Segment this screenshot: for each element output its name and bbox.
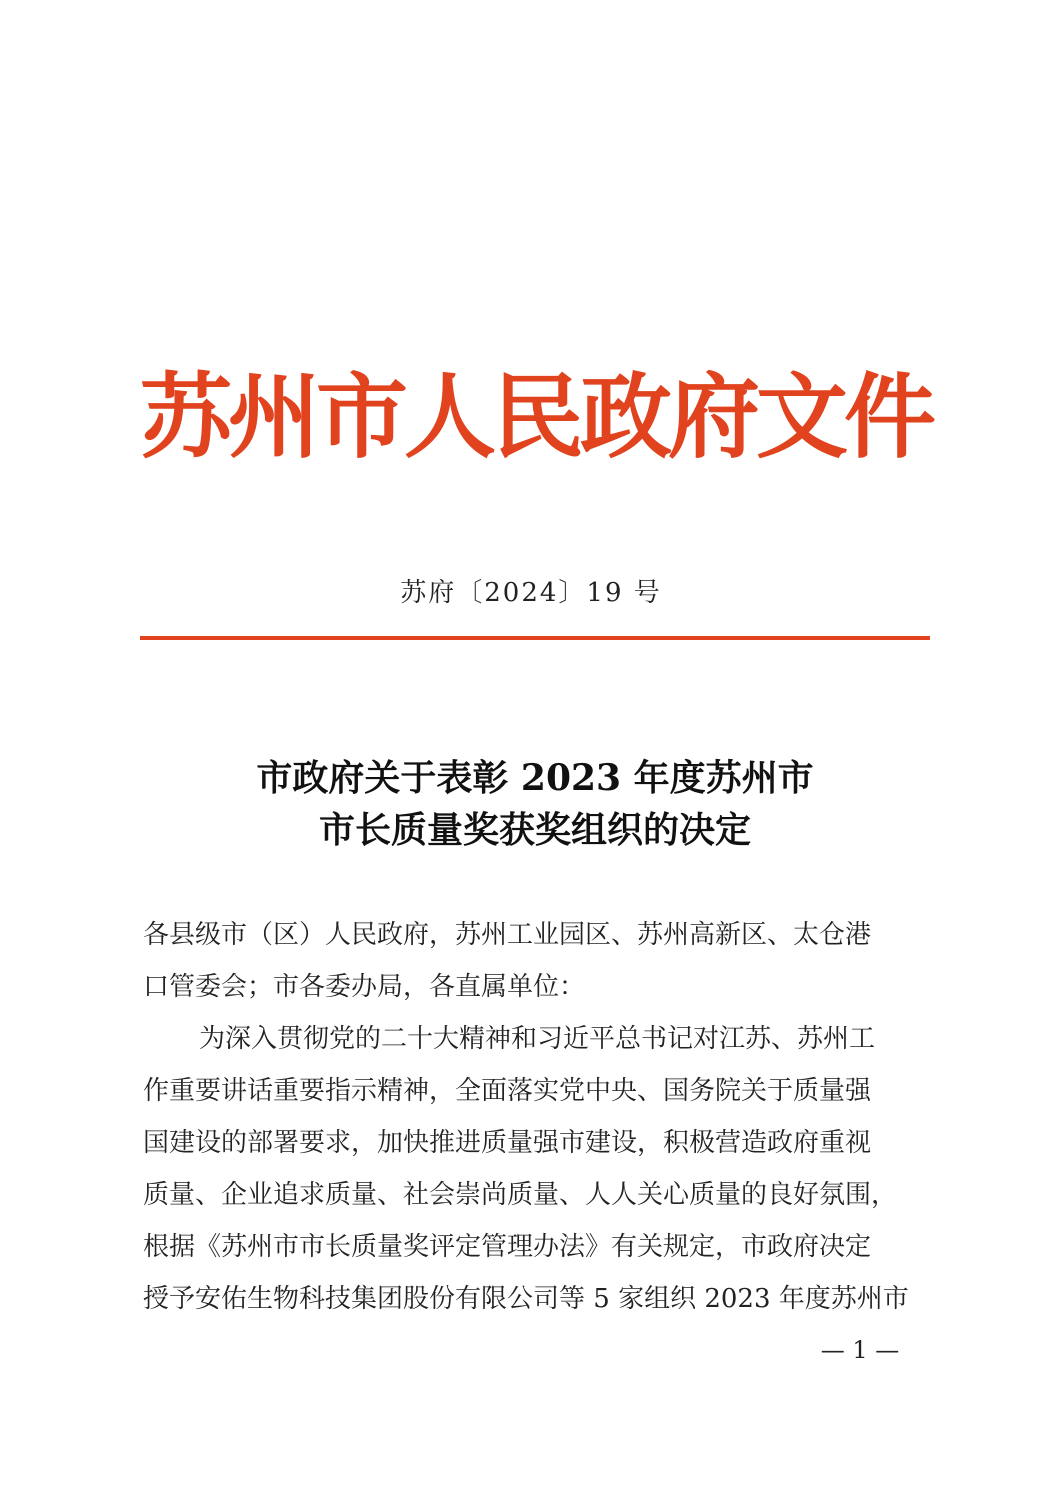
paragraph-line: 作重要讲话重要指示精神，全面落实党中央、国务院关于质量强 — [143, 1076, 872, 1106]
paragraph-line: 质量、企业追求质量、社会崇尚质量、人人关心质量的良好氛围， — [143, 1180, 898, 1210]
paragraph-line: 根据《苏州市市长质量奖评定管理办法》有关规定，市政府决定 — [143, 1232, 872, 1262]
document-body — [143, 909, 933, 1325]
document-title — [140, 752, 930, 856]
title-line-2: 市长质量奖获奖组织的决定 — [318, 809, 751, 851]
paragraph-line: 国建设的部署要求，加快推进质量强市建设，积极营造政府重视 — [143, 1128, 872, 1158]
title-line-1: 市政府关于表彰 2023 年度苏州市 — [256, 757, 814, 799]
paragraph-line: 为深入贯彻党的二十大精神和习近平总书记对江苏、苏州工 — [199, 1024, 876, 1054]
page-number: — 1 — — [820, 1336, 900, 1364]
masthead-title: 苏州市人民政府文件 — [140, 363, 933, 471]
addressee-line-2: 口管委会；市各委办局，各直属单位： — [143, 972, 586, 1002]
red-divider-line — [140, 636, 930, 640]
addressee-line-1: 各县级市（区）人民政府，苏州工业园区、苏州高新区、太仓港 — [143, 920, 872, 950]
document-number: 苏府〔2024〕19 号 — [400, 578, 662, 608]
paragraph-line: 授予安佑生物科技集团股份有限公司等 5 家组织 2023 年度苏州市 — [143, 1284, 909, 1314]
